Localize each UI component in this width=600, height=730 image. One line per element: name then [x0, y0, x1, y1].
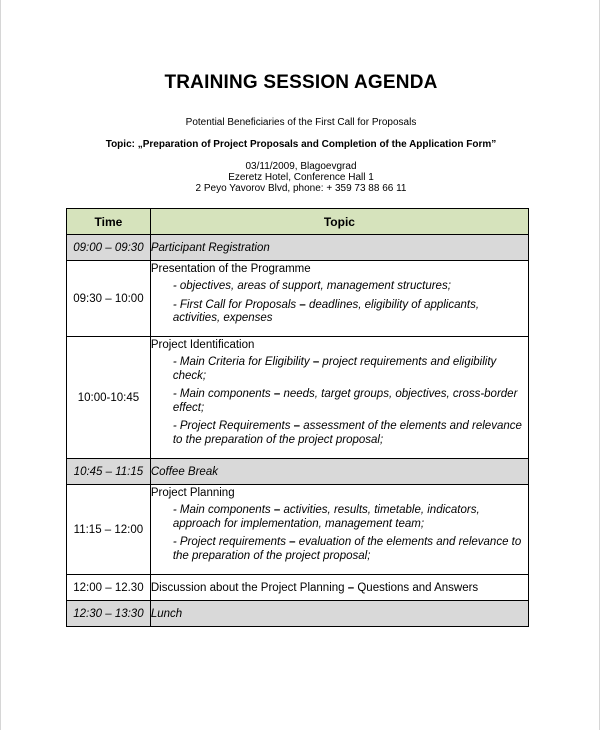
column-header-topic: Topic — [150, 209, 528, 235]
list-item: - Main components – needs, target groups, objectives, cross-border effect; — [172, 388, 518, 414]
list-item: - objectives, areas of support, management structures; — [172, 280, 451, 292]
list-item: - First Call for Proposals – deadlines, eligibility of applicants, activities, expenses — [172, 298, 480, 324]
topic-heading: Project Planning — [150, 487, 235, 499]
table-header-row — [67, 209, 529, 235]
table-row — [67, 337, 529, 459]
page-subtitle: Potential Beneficiaries of the First Call for Proposals — [185, 117, 417, 128]
session-topic: Topic: „Preparation of Project Proposals and Completion of the Application Form” — [105, 139, 497, 150]
row-topic — [150, 261, 528, 337]
agenda-table — [66, 208, 529, 627]
address: 2 Peyo Yavorov Blvd, phone: + 359 73 88 66 11 — [195, 183, 407, 194]
row-time: 09:00 – 09:30 — [67, 235, 151, 261]
list-item: - Project Requirements – assessment of the elements and relevance to the preparation of the project proposal; — [172, 420, 522, 446]
row-time: 10:45 – 11:15 — [67, 459, 151, 485]
row-time: 10:00-10:45 — [67, 337, 151, 459]
row-time: 09:30 – 10:00 — [67, 261, 151, 337]
topic-items — [151, 356, 528, 447]
list-item: - Main components – activities, results, timetable, indicators, approach for implementation, management team; — [172, 504, 480, 530]
table-row — [67, 459, 529, 485]
table-row — [67, 235, 529, 261]
table-row — [67, 575, 529, 601]
table-row — [67, 601, 529, 627]
row-topic: Participant Registration — [150, 235, 528, 261]
date-place: 03/11/2009, Blagoevgrad — [245, 161, 357, 172]
row-time: 12:30 – 13:30 — [67, 601, 151, 627]
row-topic — [150, 337, 528, 459]
list-item: - Main Criteria for Eligibility – project requirements and eligibility check; — [172, 356, 497, 382]
page-title: TRAINING SESSION AGENDA — [164, 72, 438, 93]
topic-items — [151, 504, 528, 563]
table-row — [67, 261, 529, 337]
row-time: 11:15 – 12:00 — [67, 485, 151, 575]
column-header-time: Time — [67, 209, 151, 235]
topic-heading: Presentation of the Programme — [150, 263, 311, 275]
row-topic: Discussion about the Project Planning – Questions and Answers — [150, 575, 528, 601]
row-topic: Lunch — [150, 601, 528, 627]
row-topic: Coffee Break — [150, 459, 528, 485]
table-row — [67, 485, 529, 575]
list-item: - Project requirements – evaluation of the elements and relevance to the preparation of the project proposal; — [172, 536, 522, 562]
row-topic — [150, 485, 528, 575]
venue: Ezeretz Hotel, Conference Hall 1 — [228, 172, 374, 183]
row-time: 12:00 – 12.30 — [67, 575, 151, 601]
topic-items — [151, 280, 528, 326]
topic-heading: Project Identification — [150, 339, 255, 351]
